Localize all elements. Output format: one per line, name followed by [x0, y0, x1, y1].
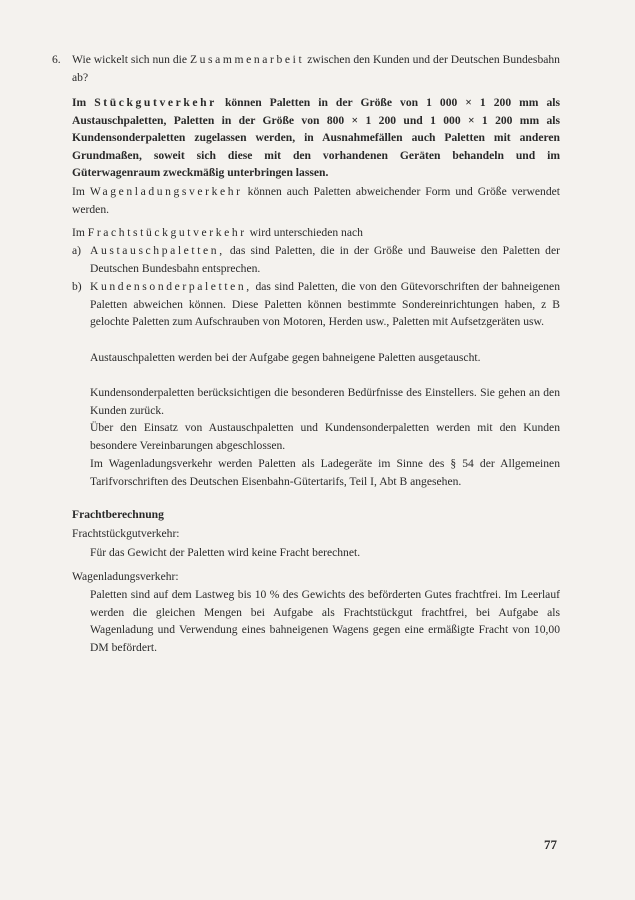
paragraph-spaced: Stückgutverkehr [94, 96, 217, 109]
paragraph-pre: Im [72, 185, 85, 198]
list-term: Austauschpaletten, [90, 244, 225, 257]
paragraph-stueckgut [72, 94, 560, 182]
paragraph-text: Für das Gewicht der Paletten wird keine Fracht berechnet. [90, 546, 361, 559]
subheading-wagenladung [72, 568, 560, 586]
paragraph-post: wird unterschieden nach [249, 226, 363, 239]
question-number: 6. [52, 53, 61, 66]
paragraph-gewicht [90, 544, 560, 562]
list-text: das sind Paletten, die von den Gütevorschriften der bahneigenen Paletten abweichen können. Diese Paletten können bestimmte Sondereinrichtungen haben, z B gelochte Paletten zum Aufschrauben von Motoren, Herden usw., Paletten mit Aufsetzgeräten usw. [90, 280, 561, 329]
paragraph-spaced: Frachtstückgutverkehr [87, 226, 247, 239]
paragraph-post: können auch Paletten abweichender Form und Größe verwendet werden. [72, 185, 560, 216]
paragraph-text: Paletten sind auf dem Lastweg bis 10 % des Gewichts des beförderten Gutes frachtfrei. Im Leerlauf werden die gleichen Mengen bei Aufgabe als Frachtstückgut frachtfrei, bei Aufgabe als Wagenladung und Verwendung eines bahneigenen Wagens gegen eine ermäßigte Fracht von 10,00 DM befördert. [90, 588, 560, 654]
section-heading-text: Frachtberechnung [72, 508, 164, 521]
paragraph-austausch [90, 349, 560, 367]
question-text-spaced: Zusammenarbeit [189, 53, 305, 66]
paragraph-spaced: Wagenladungsverkehr [89, 185, 243, 198]
paragraph-frachtstueckgut [72, 224, 560, 242]
list-term: Kundensonderpaletten, [90, 280, 252, 293]
list-label: a) [72, 244, 82, 257]
question-text-pre: Wie wickelt sich nun die [72, 53, 188, 66]
paragraph-text: Im Wagenladungsverkehr werden Paletten als Ladegeräte im Sinne des § 54 der Allgemeinen Tarifvorschriften des Deutschen Eisenbahn-Gütertarifs, Teil I, Abt B angesehen. [90, 457, 560, 488]
paragraph-wagenladung [72, 183, 560, 218]
paragraph-text: Über den Einsatz von Austauschpaletten und Kundensonderpaletten werden mit den Kunden besondere Vereinbarungen abgeschlossen. [90, 421, 560, 452]
list-label: b) [72, 280, 82, 293]
subheading-stueckgut [72, 525, 560, 543]
question-text-post: zwischen den Kunden und der Deutschen Bundesbahn ab? [72, 53, 560, 84]
subheading-text: Wagenladungsverkehr: [72, 570, 179, 583]
question-6 [52, 51, 560, 86]
list-item-a [72, 242, 560, 277]
subheading-text: Frachtstückgutverkehr: [72, 527, 180, 540]
paragraph-text: Kundensonderpaletten berücksichtigen die besonderen Bedürfnisse des Einstellers. Sie gehen an den Kunden zurück. [90, 386, 560, 417]
paragraph-ladegeraete [90, 455, 560, 490]
list-text: das sind Paletten, die in der Größe und Bauweise den Paletten der Deutschen Bundesbahn entsprechen. [90, 244, 560, 275]
section-heading [72, 506, 560, 524]
paragraph-post: können Paletten in der Größe von 1 000 × 1 200 mm als Austauschpaletten, Paletten in der Größe von 800 × 1 200 und 1 000 × 1 200 mm als Kundensonderpaletten zugelassen werden, in Ausnahmefällen auch Paletten mit anderen Grundmaßen, soweit sich diese mit den vorhandenen Geräten behandeln und im Güterwagenraum zweckmäßig unterbringen lassen. [72, 96, 560, 180]
paragraph-lastweg [90, 586, 560, 656]
paragraph-kundensonder [90, 384, 560, 419]
paragraph-pre: Im [72, 226, 85, 239]
paragraph-vereinbarungen [90, 419, 560, 454]
page-number: 77 [544, 837, 557, 852]
list-item-b [72, 278, 561, 331]
paragraph-text: Austauschpaletten werden bei der Aufgabe gegen bahneigene Paletten ausgetauscht. [90, 351, 481, 364]
paragraph-pre: Im [72, 96, 87, 109]
